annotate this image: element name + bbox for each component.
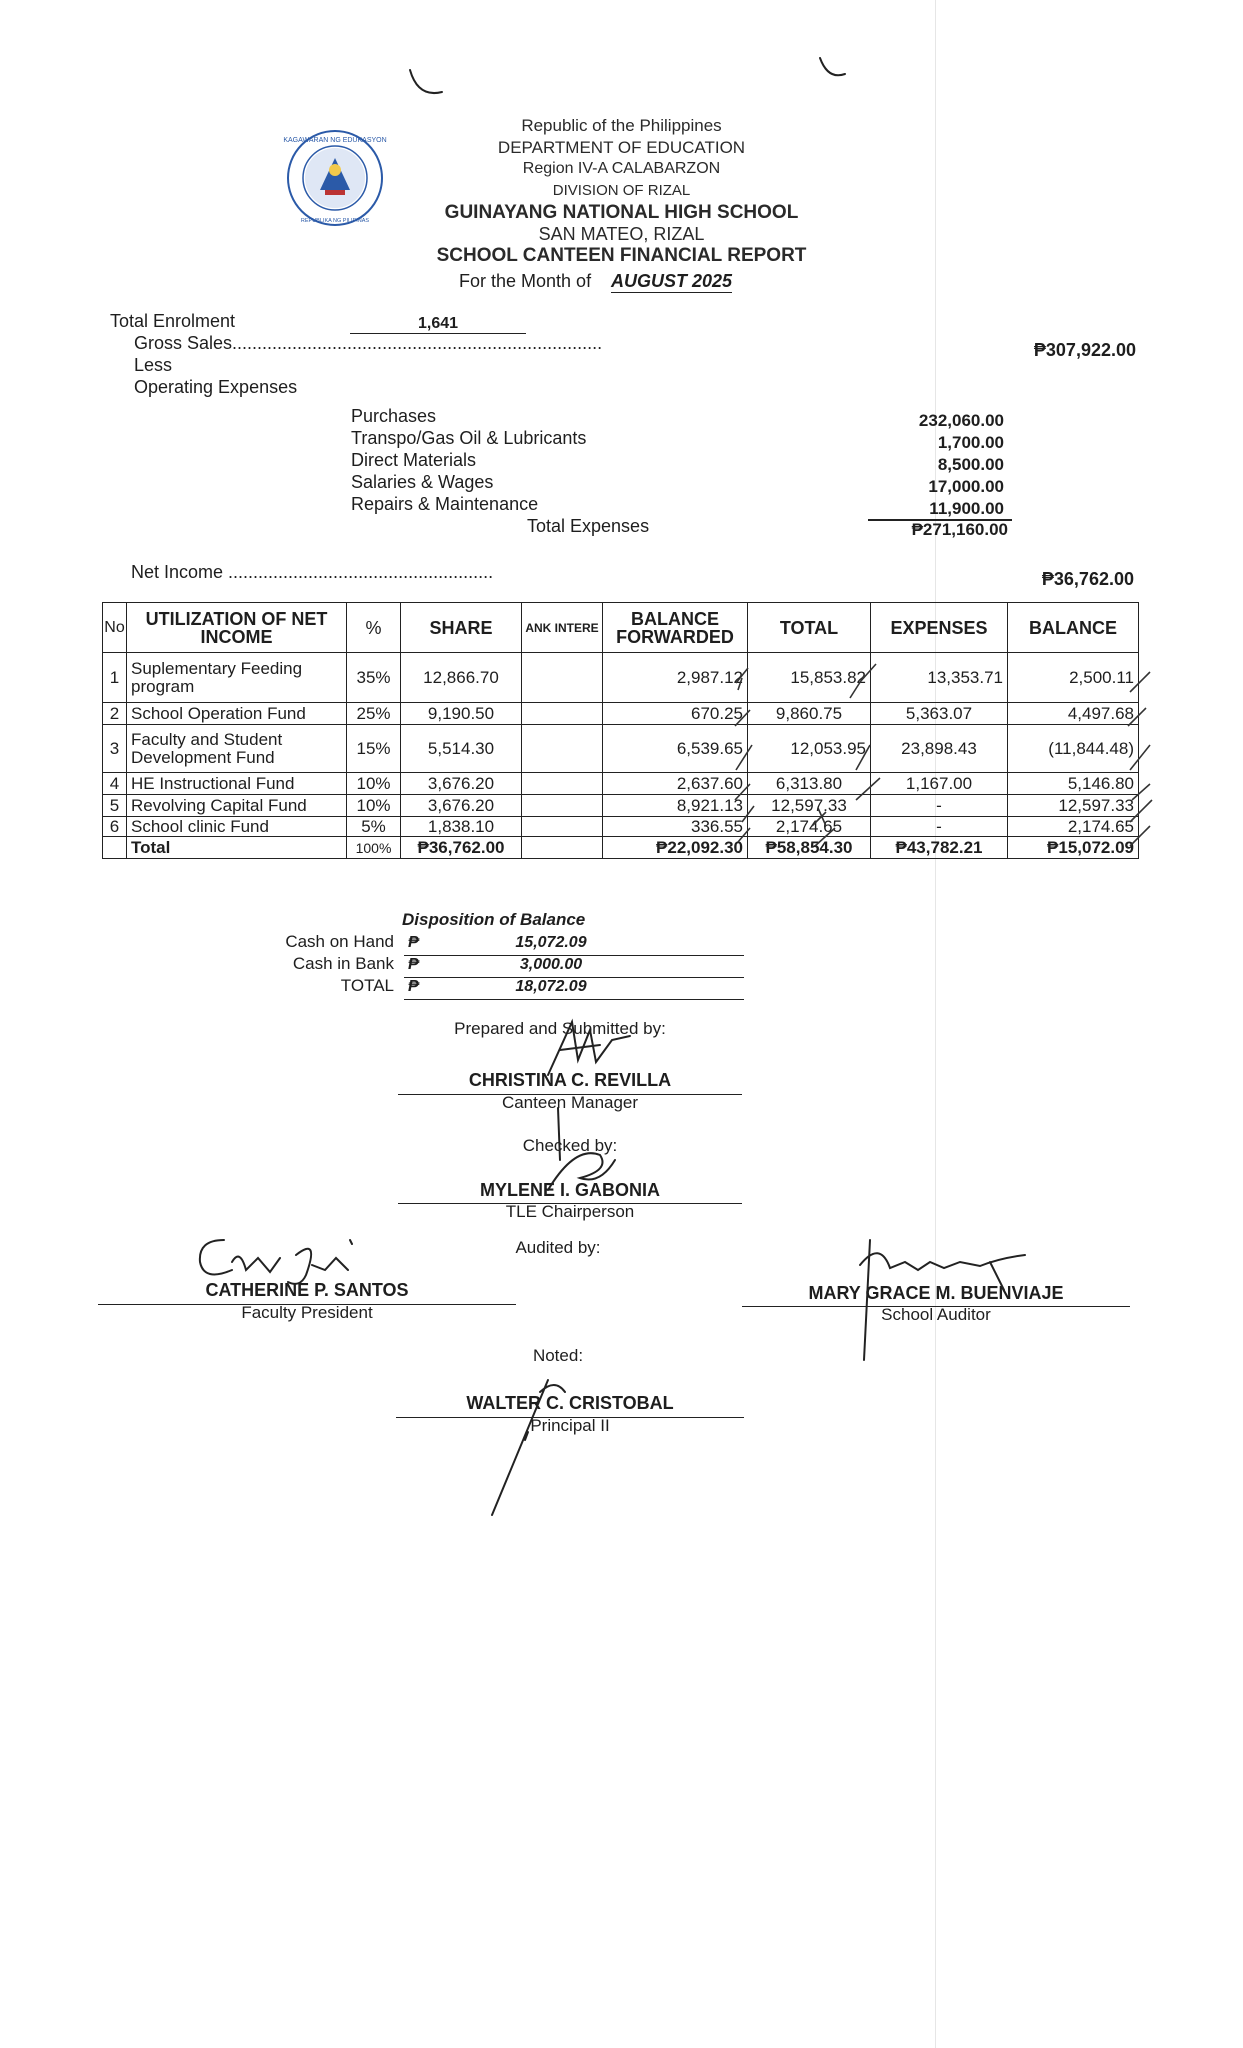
row-expenses: 1,167.00 <box>871 773 1008 795</box>
cash-on-hand-label: Cash on Hand <box>285 932 394 951</box>
total-row-expenses: ₱43,782.21 <box>871 837 1008 859</box>
row-total: 12,597.33 <box>748 795 871 817</box>
row-percent: 10% <box>347 773 401 795</box>
expense-amount-repairs: 11,900.00 <box>929 499 1004 518</box>
row-name: School Operation Fund <box>127 703 347 725</box>
header-department: DEPARTMENT OF EDUCATION <box>497 138 746 157</box>
row-balance-forwarded: 2,637.60 <box>603 773 748 795</box>
expense-label-materials: Direct Materials <box>351 450 477 470</box>
row-balance: 5,146.80 <box>1008 773 1139 795</box>
row-balance-forwarded: 8,921.13 <box>603 795 748 817</box>
seal-bottom-text: REPUBLIKA NG PILIPINAS <box>300 218 370 224</box>
row-no: 1 <box>103 653 127 703</box>
prepared-name: CHRISTINA C. REVILLA <box>468 1070 672 1090</box>
disposition-total-value: 18,072.09 <box>515 978 587 995</box>
row-name: Suplementary Feeding program <box>127 653 347 703</box>
peso-sign: ₱ <box>408 934 419 951</box>
opex-label: Operating Expenses <box>134 377 298 397</box>
principal-role: Principal II <box>530 1416 610 1435</box>
total-row-total: ₱58,854.30 <box>748 837 871 859</box>
row-no: 2 <box>103 703 127 725</box>
row-share: 3,676.20 <box>401 795 522 817</box>
header-expenses: EXPENSES <box>871 603 1008 653</box>
row-share: 1,838.10 <box>401 817 522 837</box>
expense-amount-purchases: 232,060.00 <box>918 411 1004 430</box>
row-expenses: - <box>871 795 1008 817</box>
faculty-president-name: CATHERINE P. SANTOS <box>205 1280 409 1300</box>
row-percent: 15% <box>347 725 401 773</box>
net-income-value: ₱36,762.00 <box>1041 569 1134 589</box>
report-title: SCHOOL CANTEEN FINANCIAL REPORT <box>436 245 807 266</box>
row-share: 9,190.50 <box>401 703 522 725</box>
row-total: 15,853.82 <box>748 653 871 703</box>
month-value: AUGUST 2025 <box>611 271 733 291</box>
faculty-president-role: Faculty President <box>241 1303 373 1322</box>
prepared-label: Prepared and Submitted by: <box>454 1019 666 1038</box>
school-location: SAN MATEO, RIZAL <box>538 224 705 244</box>
disposition-total-label: TOTAL <box>340 976 394 995</box>
row-name: HE Instructional Fund <box>127 773 347 795</box>
row-expenses: 13,353.71 <box>871 653 1008 703</box>
total-expenses-value: ₱271,160.00 <box>911 520 1008 539</box>
header-balance-forwarded: BALANCE FORWARDED <box>603 603 748 653</box>
row-percent: 10% <box>347 795 401 817</box>
row-share: 12,866.70 <box>401 653 522 703</box>
row-expenses: 23,898.43 <box>871 725 1008 773</box>
row-total: 2,174.65 <box>748 817 871 837</box>
expense-label-salaries: Salaries & Wages <box>351 472 494 492</box>
checked-name: MYLENE I. GABONIA <box>479 1180 660 1200</box>
gross-sales-value: ₱307,922.00 <box>1033 340 1136 360</box>
cash-on-hand-value: 15,072.09 <box>515 934 587 951</box>
row-name: School clinic Fund <box>127 817 347 837</box>
expense-amount-salaries: 17,000.00 <box>928 477 1004 496</box>
disposition-title: Disposition of Balance <box>402 910 586 929</box>
row-balance: 4,497.68 <box>1008 703 1139 725</box>
header-share: SHARE <box>401 603 522 653</box>
header-republic: Republic of the Philippines <box>521 116 722 135</box>
row-percent: 35% <box>347 653 401 703</box>
expense-amount-materials: 8,500.00 <box>937 455 1004 474</box>
principal-name: WALTER C. CRISTOBAL <box>466 1393 674 1413</box>
prepared-role: Canteen Manager <box>501 1093 639 1112</box>
row-balance-forwarded: 670.25 <box>603 703 748 725</box>
net-income-label: Net Income ..................................................... <box>131 562 494 582</box>
total-row-share: ₱36,762.00 <box>401 837 522 859</box>
school-auditor-role: School Auditor <box>881 1305 991 1324</box>
school-name: GUINAYANG NATIONAL HIGH SCHOOL <box>444 202 799 223</box>
row-no: 4 <box>103 773 127 795</box>
row-no: 6 <box>103 817 127 837</box>
row-total: 9,860.75 <box>748 703 871 725</box>
peso-sign: ₱ <box>408 978 419 995</box>
row-name: Faculty and Student Development Fund <box>127 725 347 773</box>
enrolment-label: Total Enrolment <box>110 311 236 331</box>
total-row-balance-forwarded: ₱22,092.30 <box>603 837 748 859</box>
row-expenses: - <box>871 817 1008 837</box>
expense-label-repairs: Repairs & Maintenance <box>351 494 539 514</box>
expense-label-transpo: Transpo/Gas Oil & Lubricants <box>351 428 587 448</box>
total-row-label: Total <box>127 837 347 859</box>
header-bank-interest: ANK INTERE <box>522 603 603 653</box>
header-region: Region IV-A CALABARZON <box>522 160 721 177</box>
less-label: Less <box>134 355 173 375</box>
row-total: 12,053.95 <box>748 725 871 773</box>
noted-label: Noted: <box>532 1346 584 1365</box>
enrolment-value: 1,641 <box>350 315 526 334</box>
header-percent: % <box>347 603 401 653</box>
expense-amount-transpo: 1,700.00 <box>937 433 1004 452</box>
row-balance: 2,500.11 <box>1008 653 1139 703</box>
checked-label: Checked by: <box>522 1136 618 1155</box>
row-expenses: 5,363.07 <box>871 703 1008 725</box>
peso-sign: ₱ <box>408 956 419 973</box>
row-balance: 2,174.65 <box>1008 817 1139 837</box>
row-balance-forwarded: 336.55 <box>603 817 748 837</box>
cash-in-bank-value: 3,000.00 <box>519 956 583 973</box>
row-balance-forwarded: 6,539.65 <box>603 725 748 773</box>
checked-role: TLE Chairperson <box>505 1202 635 1221</box>
audited-label: Audited by: <box>515 1238 601 1257</box>
row-no: 3 <box>103 725 127 773</box>
gross-sales-label: Gross Sales.......................................................................... <box>134 333 603 353</box>
row-percent: 5% <box>347 817 401 837</box>
row-balance-forwarded: 2,987.12 <box>603 653 748 703</box>
row-balance: 12,597.33 <box>1008 795 1139 817</box>
row-share: 5,514.30 <box>401 725 522 773</box>
header-no: No <box>103 603 127 653</box>
month-label: For the Month of <box>459 271 592 291</box>
seal-top-text: KAGAWARAN NG EDUKASYON <box>283 137 387 144</box>
header-total: TOTAL <box>748 603 871 653</box>
expense-label-purchases: Purchases <box>351 406 437 426</box>
row-share: 3,676.20 <box>401 773 522 795</box>
total-expenses-label: Total Expenses <box>527 516 650 536</box>
header-division: DIVISION OF RIZAL <box>552 182 691 199</box>
row-name: Revolving Capital Fund <box>127 795 347 817</box>
row-percent: 25% <box>347 703 401 725</box>
cash-in-bank-label: Cash in Bank <box>292 954 394 973</box>
row-balance: (11,844.48) <box>1008 725 1139 773</box>
total-row-percent: 100% <box>347 837 401 859</box>
row-total: 6,313.80 <box>748 773 871 795</box>
header-utilization: UTILIZATION OF NET INCOME <box>127 603 347 653</box>
school-auditor-name: MARY GRACE M. BUENVIAJE <box>808 1283 1064 1303</box>
row-no: 5 <box>103 795 127 817</box>
total-row-balance: ₱15,072.09 <box>1008 837 1139 859</box>
header-balance: BALANCE <box>1008 603 1139 653</box>
